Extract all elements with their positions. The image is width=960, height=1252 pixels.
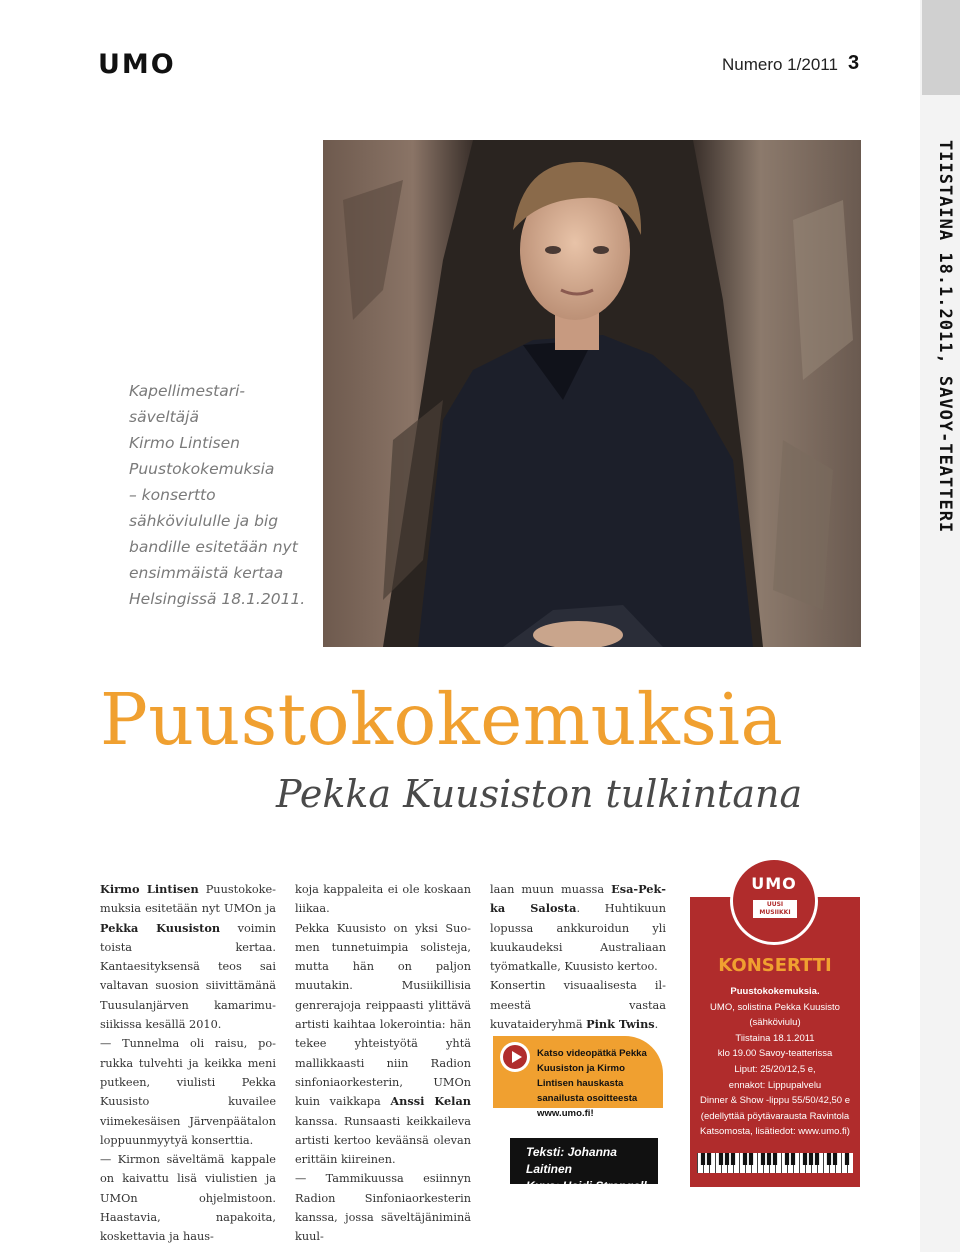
piano-key-divider [799,1153,800,1173]
paragraph [490,976,666,1034]
piano-key-divider [835,1153,836,1173]
concert-line: (sähköviulu) [749,1017,801,1029]
portrait-photo-image [323,140,861,647]
badge-tag: UUSI MUSIIKKI [753,900,797,918]
piano-key-divider [787,1153,788,1173]
paragraph: — Kirmon säveltämä kappale on kaivattu lisä viulistien ja UMOn ohjelmistoon. Haastavia, napakoita, koskettavia ja haus- [100,1153,276,1244]
concert-line: (edellyttää pöytävarausta Ravintola [700,1110,850,1122]
piano-key-divider [847,1153,848,1173]
piano-key-divider [829,1153,830,1173]
text: Puustokokemuksia esitetään nyt UMOn ja [100,883,276,916]
text-credit: Teksti: Johanna Laitinen [526,1145,617,1176]
event-date-line: TIISTAINA 18.1.2011, SAVOY-TEATTERI [935,140,955,534]
piano-key-divider [727,1153,728,1173]
concert-details [695,984,855,1140]
play-icon[interactable] [500,1042,530,1072]
piano-key-divider [697,1153,698,1173]
piano-key-divider [715,1153,716,1173]
concert-line: Puustokokemuksia. [730,986,820,997]
caption-line: ensimmäistä kertaa [129,564,284,582]
badge-logo: UMO [751,874,797,893]
sidebar-strip [922,0,960,95]
page-number: 3 [848,52,860,74]
photo-credit: Kuva: Heidi Strengell [526,1179,647,1193]
concert-line: ennakot: Lippupalvelu [728,1079,822,1091]
paragraph [100,880,276,1034]
caption-line: Kapellimestari- [129,382,245,400]
concert-line: Dinner & Show -lippu 55/50/42,50 e [700,1095,850,1107]
piano-key-divider [793,1153,794,1173]
caption-line: bandille esitetään nyt [129,538,298,556]
piano-key-divider [841,1153,842,1173]
person-name: Kirmo Lintisen [100,882,199,896]
concert-line: Katsomosta, lisätiedot: www.umo.fi) [700,1126,850,1138]
person-name: Anssi Kelan [390,1094,471,1109]
piano-key-divider [763,1153,764,1173]
concert-line: Liput: 25/20/12,5 e, [734,1063,816,1075]
piano-key-divider [811,1153,812,1173]
piano-key-divider [739,1153,740,1173]
piano-key-divider [751,1153,752,1173]
piano-keys-icon [697,1153,853,1173]
caption-line: Helsingissä 18.1.2011. [129,590,306,608]
person-name: Esa-Pekka Salosta [490,882,666,916]
caption-line: Puustokokemuksia [129,460,275,478]
text: . Huhtikuun lopussa ankkuroidun yli kuukaudeksi Australiaan työmatkalle, Kuusisto kertoo. [490,902,666,974]
piano-key-divider [781,1153,782,1173]
text: laan muun muassa [490,883,612,896]
article-column-2 [295,880,471,1247]
piano-key-divider [745,1153,746,1173]
article-subheadline: Pekka Kuusiston tulkintana [276,772,803,816]
umo-logo: UMO [98,49,176,80]
concert-line: klo 19.00 Savoy-teatterissa [717,1048,833,1060]
paragraph: — Tunnelma oli raisu, porukka tulvehti ja keikka meni putkeen, viulisti Pekka Kuusisto kuvailee viimekesäisen Järvenpäätalon loppuunmyytyä konserttia. [100,1037,276,1147]
text: voimin toista kertaa. Kantaesityksensä teos sai valtavan suosion siivittämänä Tuusulanjärven kamarimusiikissa kesällä 2010. [100,921,276,1032]
concert-line: Tiistaina 18.1.2011 [735,1032,815,1044]
article-column-1 [100,880,276,1247]
video-promo-text[interactable]: Katso videopätkä Pekka Kuusiston ja Kirmo Lintisen hauskasta sanailusta osoitteesta www.umo.fi! [537,1048,647,1119]
credits-box [510,1138,658,1193]
piano-key-divider [823,1153,824,1173]
caption-line: säveltäjä [129,408,199,426]
article-headline: Puustokokemuksia [100,678,784,761]
piano-key-divider [733,1153,734,1173]
portrait-photo [323,140,861,647]
text: . [654,1018,659,1032]
concert-line: UMO, solistina Pekka Kuusisto [710,1001,840,1013]
text: Pekka Kuusisto on yksi Suomen tunnetuimpia solisteja, mutta hän on paljon muutakin. Musiikillisia genrerajoja reippaasti ylittävä artisti kaihtaa lokerointia: hän tekee yhteistyötä yhtä mallikkaasti niin Radion sinfoniaorkesterin, UMOn kuin vaikkapa [295,921,471,1109]
paragraph: koja kappaleita ei ole koskaan liikaa. [295,883,471,916]
caption-line: Kirmo Lintisen [129,434,240,452]
issue-label: Numero 1/2011 [722,55,838,74]
paragraph: — Tammikuussa esiinnyn Radion Sinfoniaorkesterin kanssa, jossa säveltäjäniminä kuul- [295,1172,471,1244]
text: Konsertin visuaalisesta ilmeestä vastaa kuvataideryhmä [490,979,666,1032]
piano-key-divider [769,1153,770,1173]
piano-key-divider [775,1153,776,1173]
caption-line: sähköviululle ja big [129,512,279,530]
umo-uusi-musiikki-badge [730,857,818,945]
piano-key-divider [709,1153,710,1173]
piano-key-divider [817,1153,818,1173]
caption-line: – konsertto [129,486,216,504]
article-column-3 [490,880,666,1034]
piano-key-divider [757,1153,758,1173]
piano-key-divider [721,1153,722,1173]
person-name: Pekka Kuusiston [100,920,221,935]
paragraph [295,919,471,1170]
piano-key-divider [703,1153,704,1173]
group-name: Pink Twins [586,1017,655,1032]
concert-title: KONSERTTI [718,955,832,976]
piano-key-divider [805,1153,806,1173]
text: kanssa. Runsaasti keikkaileva artisti kertoo keväänsä olevan erittäin kiireinen. [295,1114,471,1167]
photo-caption [129,378,309,612]
paragraph [490,880,666,976]
